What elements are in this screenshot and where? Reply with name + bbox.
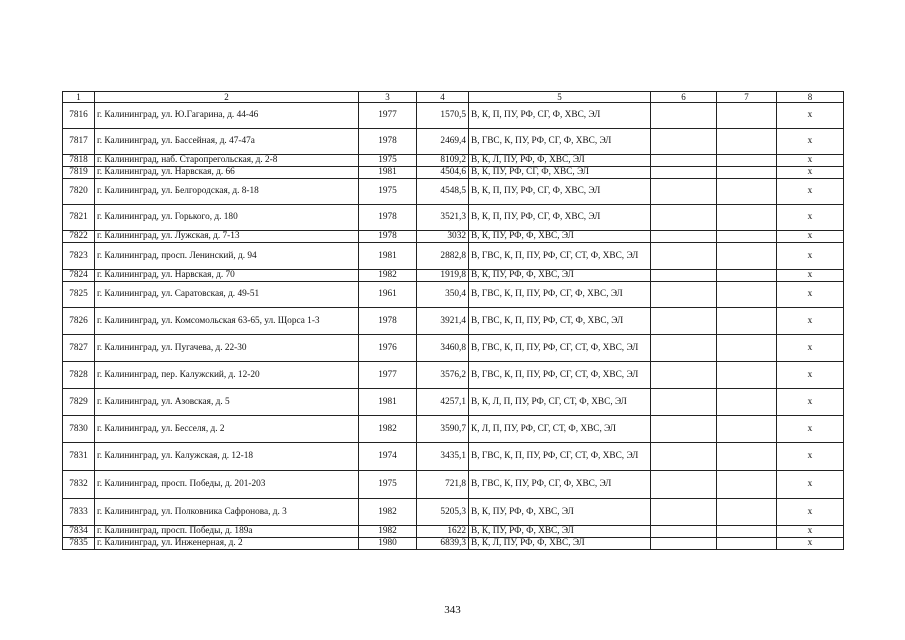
year-cell: 1974 xyxy=(359,443,417,471)
table-row xyxy=(63,538,844,550)
works-cell: В, ГВС, К, П, ПУ, РФ, СГ, СТ, Ф, ХВС, ЭЛ xyxy=(469,335,651,362)
table-row xyxy=(63,335,844,362)
column-6-cell xyxy=(651,231,717,243)
column-8-cell: х xyxy=(777,308,844,335)
area-cell: 350,4 xyxy=(417,282,469,308)
column-6-cell xyxy=(651,155,717,167)
row-number: 7825 xyxy=(63,282,95,308)
column-7-cell xyxy=(717,526,777,538)
table-row xyxy=(63,471,844,499)
column-8-cell: х xyxy=(777,270,844,282)
column-header: 5 xyxy=(469,92,651,103)
address-cell: г. Калининград, ул. Ю.Гагарина, д. 44-46 xyxy=(95,103,359,129)
year-cell: 1982 xyxy=(359,526,417,538)
register-sheet xyxy=(62,91,843,550)
address-cell: г. Калининград, ул. Бассейная, д. 47-47а xyxy=(95,129,359,155)
column-8-cell: х xyxy=(777,362,844,389)
column-6-cell xyxy=(651,103,717,129)
column-6-cell xyxy=(651,443,717,471)
page-number: 343 xyxy=(444,604,461,616)
year-cell: 1976 xyxy=(359,335,417,362)
year-cell: 1977 xyxy=(359,103,417,129)
works-cell: В, К, ПУ, РФ, Ф, ХВС, ЭЛ xyxy=(469,270,651,282)
table-row xyxy=(63,155,844,167)
row-number: 7819 xyxy=(63,167,95,179)
column-6-cell xyxy=(651,471,717,499)
column-7-cell xyxy=(717,362,777,389)
row-number: 7832 xyxy=(63,471,95,499)
address-cell: г. Калининград, пер. Калужский, д. 12-20 xyxy=(95,362,359,389)
works-cell: В, ГВС, К, П, ПУ, РФ, СГ, Ф, ХВС, ЭЛ xyxy=(469,282,651,308)
table-row xyxy=(63,205,844,231)
column-header: 4 xyxy=(417,92,469,103)
area-cell: 1622 xyxy=(417,526,469,538)
area-cell: 721,8 xyxy=(417,471,469,499)
address-cell: г. Калининград, ул. Нарвская, д. 66 xyxy=(95,167,359,179)
table-row xyxy=(63,416,844,443)
table-row xyxy=(63,362,844,389)
column-6-cell xyxy=(651,270,717,282)
works-cell: В, К, ПУ, РФ, СГ, Ф, ХВС, ЭЛ xyxy=(469,167,651,179)
column-8-cell: х xyxy=(777,243,844,270)
column-6-cell xyxy=(651,308,717,335)
year-cell: 1982 xyxy=(359,416,417,443)
year-cell: 1975 xyxy=(359,179,417,205)
column-6-cell xyxy=(651,205,717,231)
column-6-cell xyxy=(651,129,717,155)
row-number: 7816 xyxy=(63,103,95,129)
table-row xyxy=(63,443,844,471)
column-8-cell: х xyxy=(777,526,844,538)
row-number: 7824 xyxy=(63,270,95,282)
table-body xyxy=(63,103,844,550)
table-row xyxy=(63,526,844,538)
column-8-cell: х xyxy=(777,167,844,179)
year-cell: 1982 xyxy=(359,499,417,526)
address-cell: г. Калининград, наб. Старопрегольская, д. 2-8 xyxy=(95,155,359,167)
column-8-cell: х xyxy=(777,471,844,499)
area-cell: 6839,3 xyxy=(417,538,469,550)
table-row xyxy=(63,179,844,205)
column-6-cell xyxy=(651,538,717,550)
row-number: 7818 xyxy=(63,155,95,167)
column-header: 6 xyxy=(651,92,717,103)
area-cell: 3576,2 xyxy=(417,362,469,389)
year-cell: 1978 xyxy=(359,129,417,155)
table-row xyxy=(63,282,844,308)
column-header: 8 xyxy=(777,92,844,103)
column-6-cell xyxy=(651,526,717,538)
column-7-cell xyxy=(717,179,777,205)
works-cell: В, ГВС, К, П, ПУ, РФ, СГ, СТ, Ф, ХВС, ЭЛ xyxy=(469,362,651,389)
column-8-cell: х xyxy=(777,231,844,243)
address-cell: г. Калининград, ул. Азовская, д. 5 xyxy=(95,389,359,416)
column-7-cell xyxy=(717,129,777,155)
year-cell: 1981 xyxy=(359,243,417,270)
works-cell: В, ГВС, К, П, ПУ, РФ, СГ, СТ, Ф, ХВС, ЭЛ xyxy=(469,243,651,270)
row-number: 7827 xyxy=(63,335,95,362)
table-row xyxy=(63,231,844,243)
year-cell: 1981 xyxy=(359,167,417,179)
row-number: 7820 xyxy=(63,179,95,205)
area-cell: 5205,3 xyxy=(417,499,469,526)
row-number: 7823 xyxy=(63,243,95,270)
row-number: 7817 xyxy=(63,129,95,155)
address-cell: г. Калининград, ул. Пугачева, д. 22-30 xyxy=(95,335,359,362)
address-cell: г. Калининград, просп. Победы, д. 189а xyxy=(95,526,359,538)
area-cell: 3590,7 xyxy=(417,416,469,443)
address-cell: г. Калининград, просп. Победы, д. 201-203 xyxy=(95,471,359,499)
works-cell: В, К, Л, П, ПУ, РФ, СГ, СТ, Ф, ХВС, ЭЛ xyxy=(469,389,651,416)
address-cell: г. Калининград, просп. Ленинский, д. 94 xyxy=(95,243,359,270)
row-number: 7829 xyxy=(63,389,95,416)
works-cell: В, К, П, ПУ, РФ, СГ, Ф, ХВС, ЭЛ xyxy=(469,205,651,231)
column-7-cell xyxy=(717,270,777,282)
area-cell: 2882,8 xyxy=(417,243,469,270)
area-cell: 2469,4 xyxy=(417,129,469,155)
column-8-cell: х xyxy=(777,103,844,129)
table-row xyxy=(63,389,844,416)
housing-register-table xyxy=(62,91,844,550)
address-cell: г. Калининград, ул. Нарвская, д. 70 xyxy=(95,270,359,282)
column-7-cell xyxy=(717,538,777,550)
row-number: 7821 xyxy=(63,205,95,231)
column-7-cell xyxy=(717,416,777,443)
works-cell: В, ГВС, К, ПУ, РФ, СГ, Ф, ХВС, ЭЛ xyxy=(469,129,651,155)
works-cell: В, К, Л, ПУ, РФ, Ф, ХВС, ЭЛ xyxy=(469,538,651,550)
address-cell: г. Калининград, ул. Лужская, д. 7-13 xyxy=(95,231,359,243)
column-8-cell: х xyxy=(777,179,844,205)
table-row xyxy=(63,129,844,155)
area-cell: 4504,6 xyxy=(417,167,469,179)
column-8-cell: х xyxy=(777,443,844,471)
row-number: 7826 xyxy=(63,308,95,335)
column-header: 2 xyxy=(95,92,359,103)
works-cell: В, ГВС, К, П, ПУ, РФ, СТ, Ф, ХВС, ЭЛ xyxy=(469,308,651,335)
column-6-cell xyxy=(651,167,717,179)
column-8-cell: х xyxy=(777,129,844,155)
column-8-cell: х xyxy=(777,499,844,526)
row-number: 7835 xyxy=(63,538,95,550)
area-cell: 8109,2 xyxy=(417,155,469,167)
column-7-cell xyxy=(717,243,777,270)
column-7-cell xyxy=(717,282,777,308)
address-cell: г. Калининград, ул. Инженерная, д. 2 xyxy=(95,538,359,550)
column-6-cell xyxy=(651,179,717,205)
works-cell: В, К, Л, ПУ, РФ, Ф, ХВС, ЭЛ xyxy=(469,155,651,167)
area-cell: 4257,1 xyxy=(417,389,469,416)
area-cell: 4548,5 xyxy=(417,179,469,205)
year-cell: 1975 xyxy=(359,471,417,499)
address-cell: г. Калининград, ул. Полковника Сафронова, д. 3 xyxy=(95,499,359,526)
column-6-cell xyxy=(651,416,717,443)
row-number: 7822 xyxy=(63,231,95,243)
address-cell: г. Калининград, ул. Калужская, д. 12-18 xyxy=(95,443,359,471)
works-cell: В, К, П, ПУ, РФ, СГ, Ф, ХВС, ЭЛ xyxy=(469,103,651,129)
area-cell: 3435,1 xyxy=(417,443,469,471)
year-cell: 1977 xyxy=(359,362,417,389)
works-cell: В, К, П, ПУ, РФ, СГ, Ф, ХВС, ЭЛ xyxy=(469,179,651,205)
address-cell: г. Калининград, ул. Горького, д. 180 xyxy=(95,205,359,231)
row-number: 7828 xyxy=(63,362,95,389)
works-cell: К, Л, П, ПУ, РФ, СГ, СТ, Ф, ХВС, ЭЛ xyxy=(469,416,651,443)
year-cell: 1978 xyxy=(359,205,417,231)
table-row xyxy=(63,243,844,270)
address-cell: г. Калининград, ул. Бесселя, д. 2 xyxy=(95,416,359,443)
address-cell: г. Калининград, ул. Саратовская, д. 49-51 xyxy=(95,282,359,308)
row-number: 7833 xyxy=(63,499,95,526)
table-row xyxy=(63,308,844,335)
column-7-cell xyxy=(717,308,777,335)
column-8-cell: х xyxy=(777,538,844,550)
column-7-cell xyxy=(717,389,777,416)
column-8-cell: х xyxy=(777,416,844,443)
area-cell: 3521,3 xyxy=(417,205,469,231)
table-row xyxy=(63,270,844,282)
row-number: 7831 xyxy=(63,443,95,471)
address-cell: г. Калининград, ул. Белгородская, д. 8-18 xyxy=(95,179,359,205)
year-cell: 1975 xyxy=(359,155,417,167)
column-7-cell xyxy=(717,499,777,526)
column-8-cell: х xyxy=(777,389,844,416)
area-cell: 1570,5 xyxy=(417,103,469,129)
works-cell: В, ГВС, К, ПУ, РФ, СГ, Ф, ХВС, ЭЛ xyxy=(469,471,651,499)
works-cell: В, К, ПУ, РФ, Ф, ХВС, ЭЛ xyxy=(469,499,651,526)
column-6-cell xyxy=(651,499,717,526)
column-7-cell xyxy=(717,231,777,243)
column-7-cell xyxy=(717,443,777,471)
column-header: 3 xyxy=(359,92,417,103)
row-number: 7830 xyxy=(63,416,95,443)
column-6-cell xyxy=(651,335,717,362)
address-cell: г. Калининград, ул. Комсомольская 63-65, ул. Щорса 1-3 xyxy=(95,308,359,335)
column-8-cell: х xyxy=(777,282,844,308)
row-number: 7834 xyxy=(63,526,95,538)
column-7-cell xyxy=(717,471,777,499)
column-8-cell: х xyxy=(777,155,844,167)
column-8-cell: х xyxy=(777,335,844,362)
column-7-cell xyxy=(717,335,777,362)
year-cell: 1981 xyxy=(359,389,417,416)
area-cell: 3460,8 xyxy=(417,335,469,362)
column-6-cell xyxy=(651,362,717,389)
table-row xyxy=(63,103,844,129)
column-7-cell xyxy=(717,103,777,129)
year-cell: 1982 xyxy=(359,270,417,282)
table-row xyxy=(63,499,844,526)
column-header: 1 xyxy=(63,92,95,103)
table-header-row xyxy=(63,92,844,103)
year-cell: 1980 xyxy=(359,538,417,550)
column-7-cell xyxy=(717,155,777,167)
works-cell: В, ГВС, К, П, ПУ, РФ, СГ, СТ, Ф, ХВС, ЭЛ xyxy=(469,443,651,471)
column-8-cell: х xyxy=(777,205,844,231)
column-7-cell xyxy=(717,167,777,179)
column-6-cell xyxy=(651,389,717,416)
area-cell: 1919,8 xyxy=(417,270,469,282)
table-row xyxy=(63,167,844,179)
area-cell: 3032 xyxy=(417,231,469,243)
year-cell: 1978 xyxy=(359,231,417,243)
works-cell: В, К, ПУ, РФ, Ф, ХВС, ЭЛ xyxy=(469,526,651,538)
year-cell: 1978 xyxy=(359,308,417,335)
column-7-cell xyxy=(717,205,777,231)
column-6-cell xyxy=(651,282,717,308)
year-cell: 1961 xyxy=(359,282,417,308)
area-cell: 3921,4 xyxy=(417,308,469,335)
works-cell: В, К, ПУ, РФ, Ф, ХВС, ЭЛ xyxy=(469,231,651,243)
column-6-cell xyxy=(651,243,717,270)
column-header: 7 xyxy=(717,92,777,103)
